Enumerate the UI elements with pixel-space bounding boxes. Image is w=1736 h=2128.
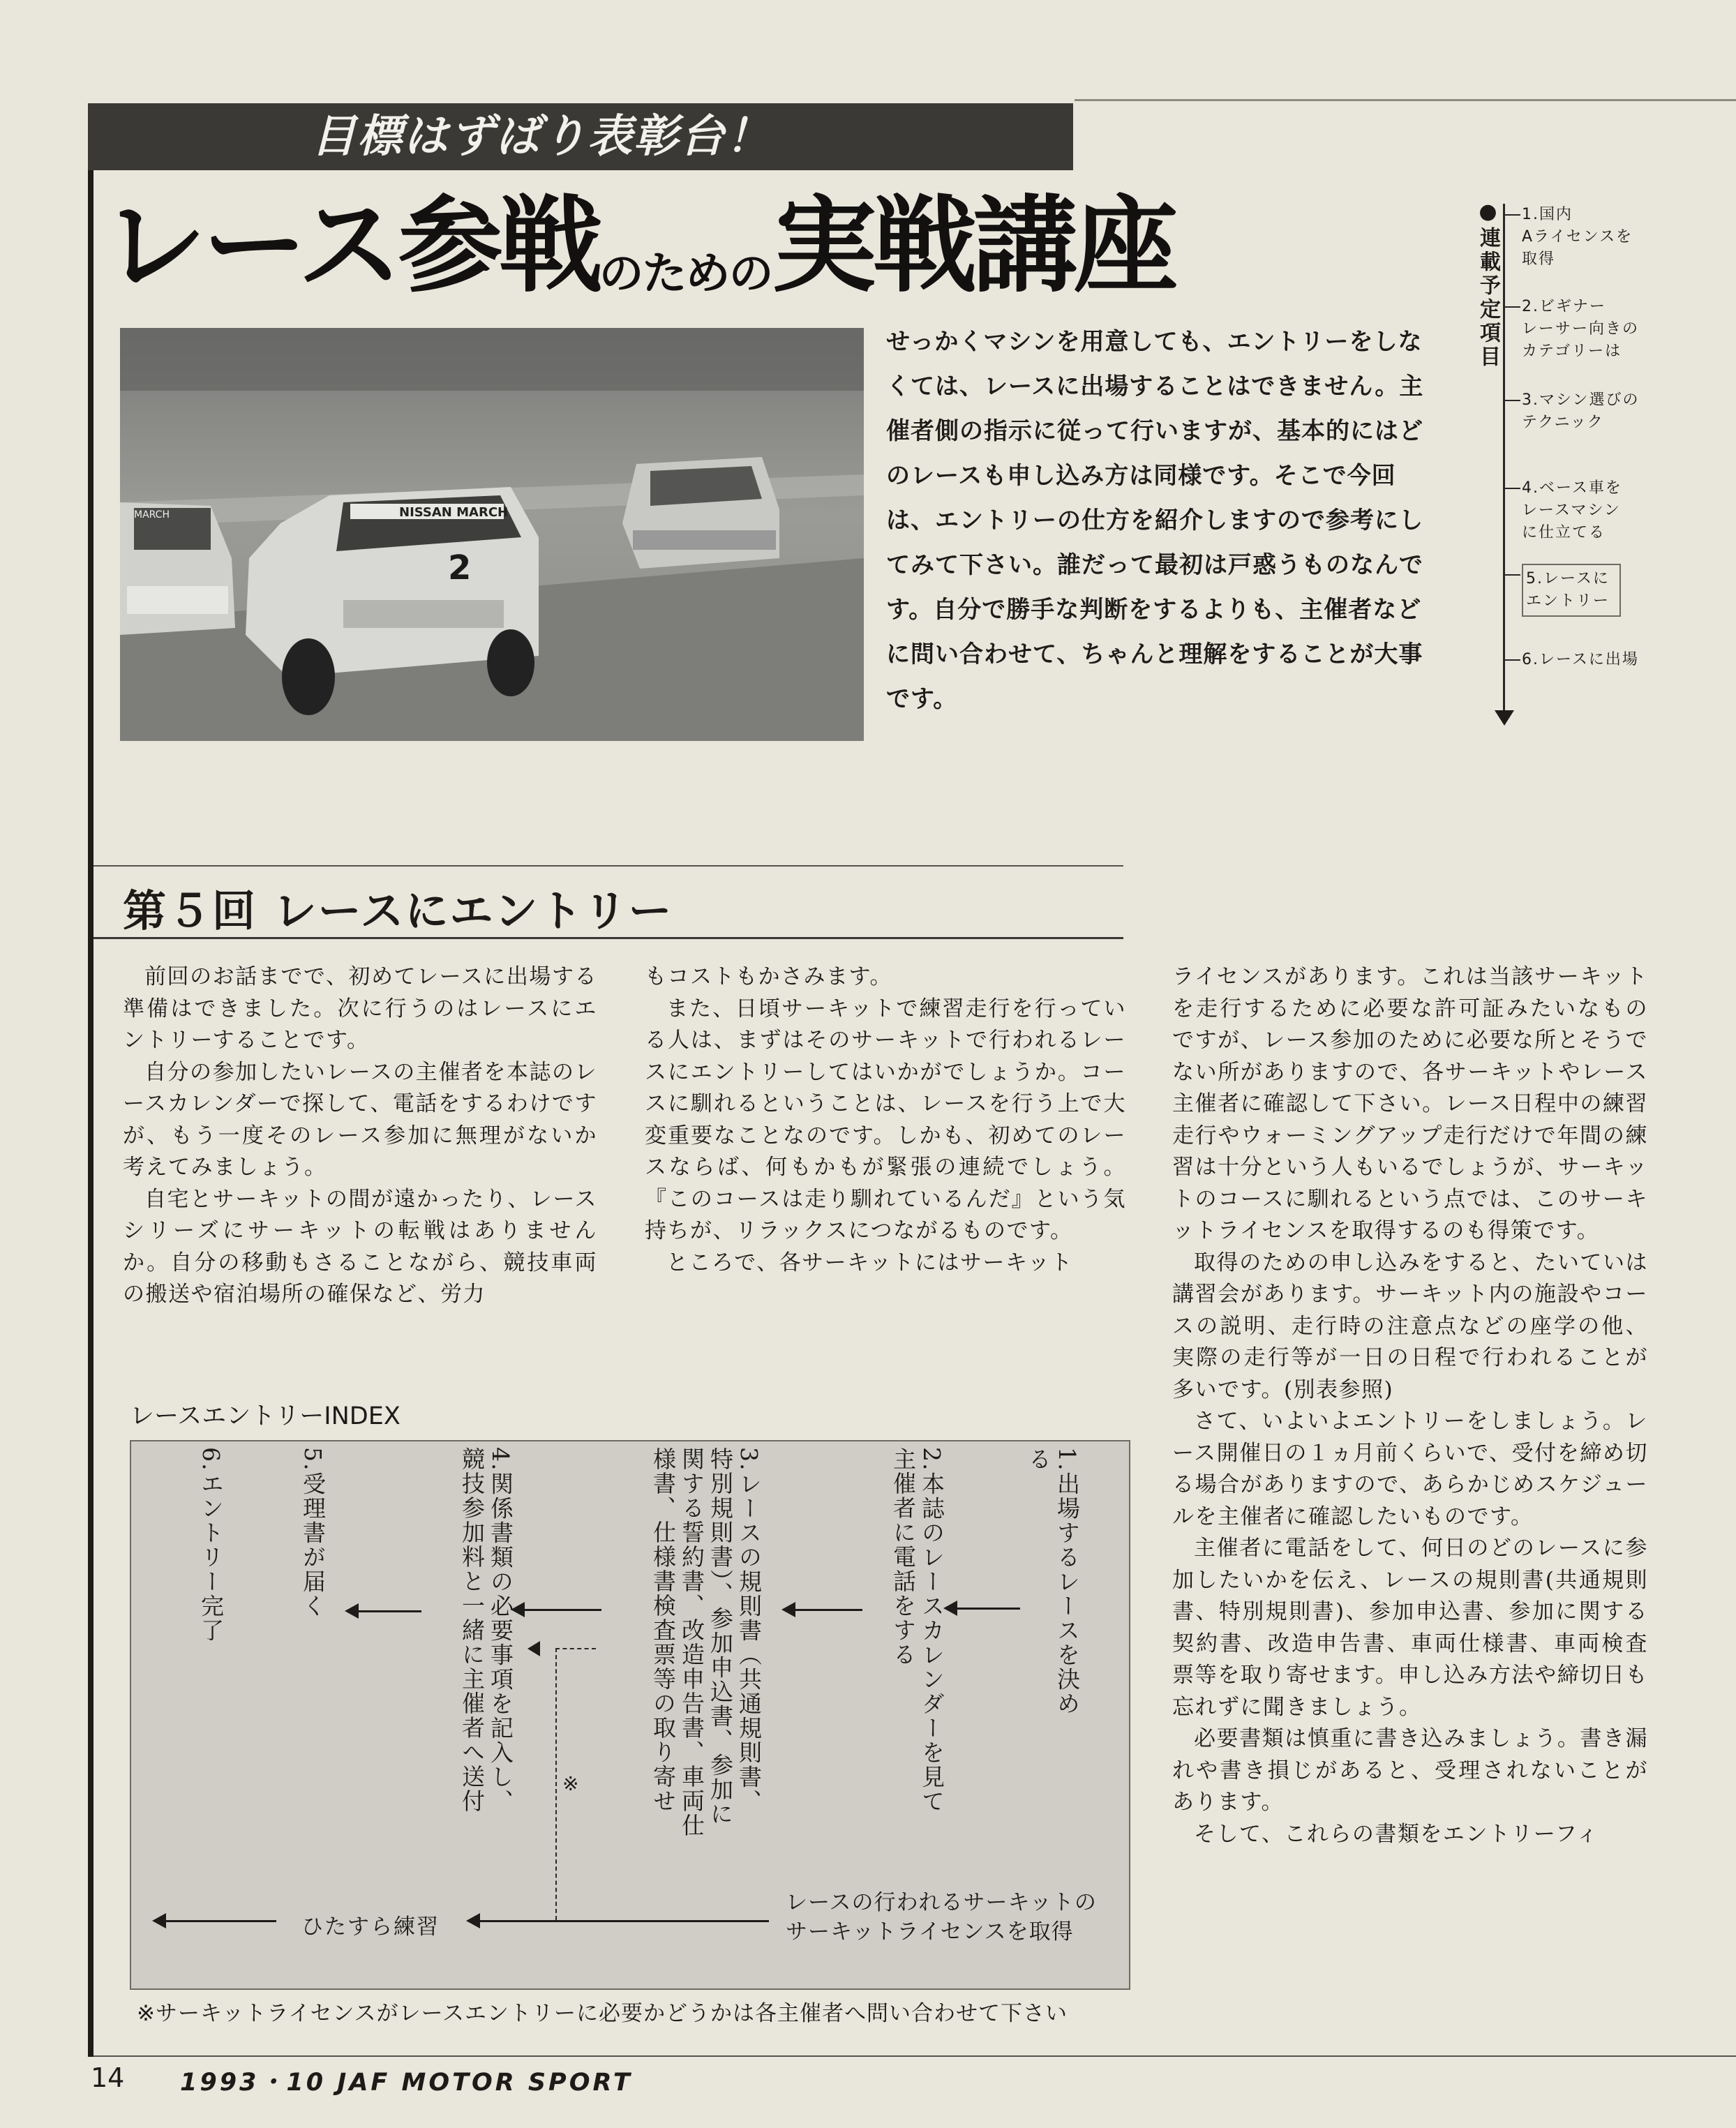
paragraph: そして、これらの書類をエントリーフィ	[1194, 1821, 1599, 1847]
svg-text:NISSAN MARCH: NISSAN MARCH	[399, 505, 509, 520]
paragraph: また、日頃サーキットで練習走行を行っている人は、まずはそのサーキットで行われるレースにエントリーしてはいかがでしょうか。コースに馴れるということは、レースを行う上で大変重要なことなのです。しかも、初めてのレースならば、何もかもが緊張の連続でしょう。『このコースは走り馴れているんだ』という気持ちが、リラックスにつながるものです。	[645, 996, 1126, 1243]
heading-rule-top	[93, 865, 1123, 867]
article-column-3	[1172, 961, 1648, 1850]
flow-arrow-icon	[956, 1608, 1020, 1610]
flow-step-3: 3.レースの規則書（共通規則書、特別規則書）、参加申込書、参加に関する誓約書、改造申告書、車両仕様書、仕様書検査票等の取り寄せ	[650, 1447, 763, 1838]
title-part-1: レース参戦	[102, 186, 599, 307]
paragraph: ところで、各サーキットにはサーキット	[666, 1250, 1073, 1275]
paragraph: 前回のお話までで、初めてレースに出場する準備はできました。次に行うのはレースにエントリーすることです。	[123, 964, 597, 1053]
race-photo-image	[120, 328, 864, 741]
article-column-2	[645, 961, 1126, 1279]
note-mark: ※	[562, 1772, 579, 1795]
kicker-text: 目標はずばり表彰台！	[311, 111, 772, 163]
article-column-1	[123, 961, 597, 1311]
series-timeline	[1503, 204, 1505, 713]
top-rule	[1075, 99, 1736, 101]
rear-car	[622, 457, 779, 569]
paragraph: 取得のための申し込みをすると、たいていは講習会があります。サーキット内の施設やコースの説明、走行時の注意点などの座学の他、実際の走行等が一日の日程で行われることが多いです。(別表参照)	[1172, 1250, 1648, 1402]
paragraph: 主催者に電話をして、何日のどのレースに参加したいかを伝え、レースの規則書(共通規則書、特別規則書)、参加申込書、参加に関する契約書、改造申告書、車両仕様書、車両検査票等を取り寄せます。申し込み方法や締切日も忘れずに聞きましょう。	[1172, 1536, 1648, 1720]
svg-text:MARCH: MARCH	[134, 509, 170, 520]
paragraph: 必要書類は慎重に書き込みましょう。書き漏れや書き損じがあると、受理されないことがあります。	[1172, 1726, 1648, 1815]
series-item-2: 2.ビギナー レーサー向きの カテゴリーは	[1505, 296, 1639, 363]
practice-step: ひたすら練習	[301, 1915, 440, 1940]
footer-rule	[93, 2055, 1736, 2057]
flow-step-4: 4.関係書類の必要事項を記入し、競技参加料と一緒に主催者へ送付	[458, 1447, 514, 1814]
series-item-6: 6.レースに出場	[1505, 649, 1639, 671]
kicker-band	[88, 103, 1073, 170]
series-item-1: 1.国内 Aライセンスを 取得	[1505, 204, 1633, 271]
series-arrow-icon	[1495, 710, 1514, 726]
flow-arrow-icon	[479, 1920, 769, 1922]
heading-rule-bottom	[93, 937, 1123, 939]
index-title: レースエントリーINDEX	[130, 1402, 401, 1430]
section-heading: 第５回 レースにエントリー	[123, 885, 673, 936]
left-margin-rule	[88, 103, 93, 2057]
race-photo	[120, 328, 864, 741]
title-part-2: のための	[599, 248, 772, 300]
dashed-connector	[555, 1648, 557, 1920]
series-label: ●連載予定項目	[1476, 200, 1500, 369]
series-item-4: 4.ベース車を レースマシン に仕立てる	[1505, 477, 1622, 544]
license-step: レースの行われるサーキットのサーキットライセンスを取得	[786, 1890, 1097, 1945]
flow-step-1: 1.出場するレースを決める	[1025, 1447, 1081, 1716]
flow-arrow-icon	[165, 1920, 276, 1922]
paragraph: もコストもかさみます。	[645, 964, 893, 989]
series-item-5-current: 5.レースに エントリー	[1505, 564, 1621, 617]
paragraph: 自宅とサーキットの間が遠かったり、レースシリーズにサーキットの転戦はありませんか。自分の移動もさることながら、競技車両の搬送や宿泊場所の確保など、労力	[123, 1186, 597, 1307]
paragraph: さて、いよいよエントリーをしましょう。レース開催日の１ヵ月前くらいで、受付を締め切る場合がありますので、あらかじめスケジュールを主催者に確認したいものです。	[1172, 1409, 1648, 1529]
paragraph: 自分の参加したいレースの主催者を本誌のレースカレンダーで探して、電話をするわけですが、もう一度そのレース参加に無理がないか考えてみましょう。	[123, 1059, 597, 1180]
flow-step-5: 5.受理書が届く	[299, 1447, 327, 1619]
flow-arrow-icon	[523, 1609, 601, 1611]
paragraph: ライセンスがあります。これは当該サーキットを走行するために必要な許可証みたいなものですが、レース参加のために必要な所とそうでない所がありますので、各サーキットやレース主催者に確認して下さい。レース日程中の練習走行やウォーミングアップ走行だけで年間の練習は十分という人もいるでしょうが、サーキットのコースに馴れるという点では、このサーキットライセンスを取得するのも得策です。	[1172, 964, 1648, 1243]
flow-step-6: 6.エントリー完了	[197, 1447, 225, 1643]
flow-arrow-icon	[794, 1609, 862, 1611]
page-number: 14	[91, 2062, 125, 2093]
intro-text: せっかくマシンを用意しても、エントリーをしなくては、レースに出場することはできません。主催者側の指示に従って行いますが、基本的にはどのレースも申し込み方は同様です。そこで今回は、エントリーの仕方を紹介しますので参考にしてみて下さい。誰だって最初は戸惑うものなんです。自分で勝手な判断をするよりも、主催者などに問い合わせて、ちゃんと理解をすることが大事です。	[886, 328, 1424, 713]
flow-step-2: 2.本誌のレースカレンダーを見て主催者に電話をする	[890, 1447, 945, 1814]
flow-arrow-icon	[357, 1610, 421, 1612]
index-footnote: ※サーキットライセンスがレースエントリーに必要かどうかは各主催者へ問い合わせて下さい	[137, 2001, 1068, 2026]
dashed-arrow-icon	[527, 1641, 540, 1656]
series-item-3: 3.マシン選びの テクニック	[1505, 389, 1639, 434]
page-title	[102, 180, 1174, 313]
dashed-connector	[555, 1648, 596, 1649]
magazine-name: 1993・10 JAF MOTOR SPORT	[180, 2069, 633, 2097]
title-part-3: 実戦講座	[772, 186, 1174, 307]
svg-text:2: 2	[448, 548, 472, 587]
